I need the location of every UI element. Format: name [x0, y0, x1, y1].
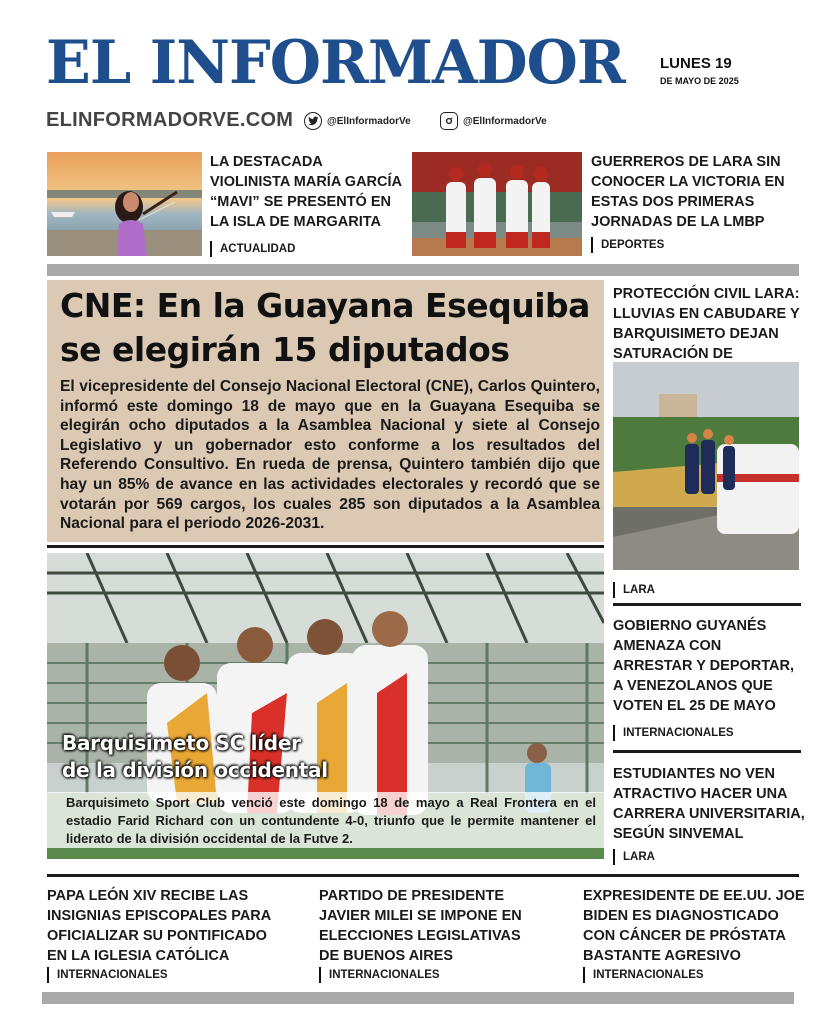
section-tag[interactable]	[47, 967, 168, 983]
photo-headline-line2: de la división occidental	[62, 758, 328, 782]
bottom-divider	[47, 874, 799, 877]
story-headline[interactable]: GOBIERNO GUYANÉS AMENAZA CON ARRESTAR Y DEPORTAR, A VENEZOLANOS QUE VOTEN EL 25 DE MAYO	[613, 618, 795, 714]
section-tag[interactable]	[319, 967, 440, 983]
section-tag[interactable]	[210, 241, 295, 257]
instagram-link[interactable]	[440, 112, 547, 130]
photo-headline-line1: Barquisimeto SC líder	[62, 731, 301, 755]
story-headline[interactable]: EXPRESIDENTE DE EE.UU. JOE BIDEN ES DIAGNOSTICADO CON CÁNCER DE PRÓSTATA BASTANTE AGRESIVO	[583, 888, 805, 964]
footer-divider	[42, 992, 794, 1004]
newspaper-title: EL INFORMADOR	[46, 28, 625, 98]
photo-story-headline[interactable]	[62, 730, 328, 784]
tag-divider	[613, 849, 615, 865]
section-tag[interactable]	[613, 582, 655, 598]
instagram-icon	[440, 112, 458, 130]
twitter-handle: @ElInformadorVe	[327, 115, 411, 127]
lead-divider	[47, 545, 604, 548]
photo-story-body: Barquisimeto Sport Club venció este domingo 18 de mayo a Real Frontera en el estadio Farid Richard con un contundente 4-0, triunfo que le permite mantener el liderato de la división occidental de la Futve 2.	[66, 795, 596, 846]
violinist-photo[interactable]	[47, 152, 202, 256]
website-link[interactable]: ELINFORMADORVE.COM	[46, 109, 294, 131]
section-label: ACTUALIDAD	[220, 243, 296, 255]
tag-divider	[47, 967, 49, 983]
twitter-link[interactable]	[304, 112, 411, 130]
section-tag[interactable]	[583, 967, 704, 983]
lead-headline[interactable]: CNE: En la Guayana Esequiba se elegirán 15 diputados	[60, 286, 590, 369]
section-label: INTERNACIONALES	[329, 969, 440, 981]
story-headline[interactable]: PAPA LEÓN XIV RECIBE LAS INSIGNIAS EPISCOPALES PARA OFICIALIZAR SU PONTIFICADO EN LA IGLESIA CATÓLICA	[47, 888, 271, 964]
section-label: DEPORTES	[601, 239, 665, 251]
story-headline[interactable]: LA DESTACADA VIOLINISTA MARÍA GARCÍA “MAVI” SE PRESENTÓ EN LA ISLA DE MARGARITA	[210, 154, 402, 230]
instagram-handle: @ElInformadorVe	[463, 115, 547, 127]
section-tag[interactable]	[591, 237, 664, 253]
tag-divider	[613, 725, 615, 741]
section-label: INTERNACIONALES	[593, 969, 704, 981]
story-headline[interactable]: GUERREROS DE LARA SIN CONOCER LA VICTORIA EN ESTAS DOS PRIMERAS JORNADAS DE LA LMBP	[591, 154, 785, 230]
story-headline[interactable]: ESTUDIANTES NO VEN ATRACTIVO HACER UNA CARRERA UNIVERSITARIA, SEGÚN SINVEMAL	[613, 766, 805, 842]
issue-date-day: LUNES 19	[660, 55, 732, 72]
sidebar-divider	[613, 750, 801, 753]
section-divider	[47, 264, 799, 276]
section-label: LARA	[623, 584, 655, 596]
sidebar-divider	[613, 603, 801, 606]
issue-date-rest: DE MAYO DE 2025	[660, 76, 739, 86]
story-headline[interactable]: PROTECCIÓN CIVIL LARA: LLUVIAS EN CABUDARE Y BARQUISIMETO DEJAN SATURACIÓN DE	[613, 286, 800, 362]
section-label: INTERNACIONALES	[623, 727, 734, 739]
baseball-photo[interactable]	[412, 152, 582, 256]
section-tag[interactable]	[613, 725, 734, 741]
tag-divider	[319, 967, 321, 983]
section-tag[interactable]	[613, 849, 655, 865]
civil-protection-photo[interactable]	[613, 362, 799, 570]
twitter-bird-icon	[304, 112, 322, 130]
tag-divider	[613, 582, 615, 598]
story-headline[interactable]: PARTIDO DE PRESIDENTE JAVIER MILEI SE IMPONE EN ELECCIONES LEGISLATIVAS DE BUENOS AIRES	[319, 888, 522, 964]
tag-divider	[591, 237, 593, 253]
section-label: INTERNACIONALES	[57, 969, 168, 981]
section-label: LARA	[623, 851, 655, 863]
tag-divider	[583, 967, 585, 983]
lead-body: El vicepresidente del Consejo Nacional Electoral (CNE), Carlos Quintero, informó este domingo 18 de mayo que en la Guayana Esequiba se elegirán ocho diputados a la Asamblea Nacional y siete al Consejo Legislativo y un gobernador esto conforme a los resultados del Referendo Consultivo. En rueda de prensa, Quintero también dijo que hay un 85% de avance en las actividades electorales y recordó que se votarán por 569 cargos, los cuales 285 son diputados a la Asamblea Nacional para el periodo 2026-2031.	[60, 378, 600, 533]
tag-divider	[210, 241, 212, 257]
